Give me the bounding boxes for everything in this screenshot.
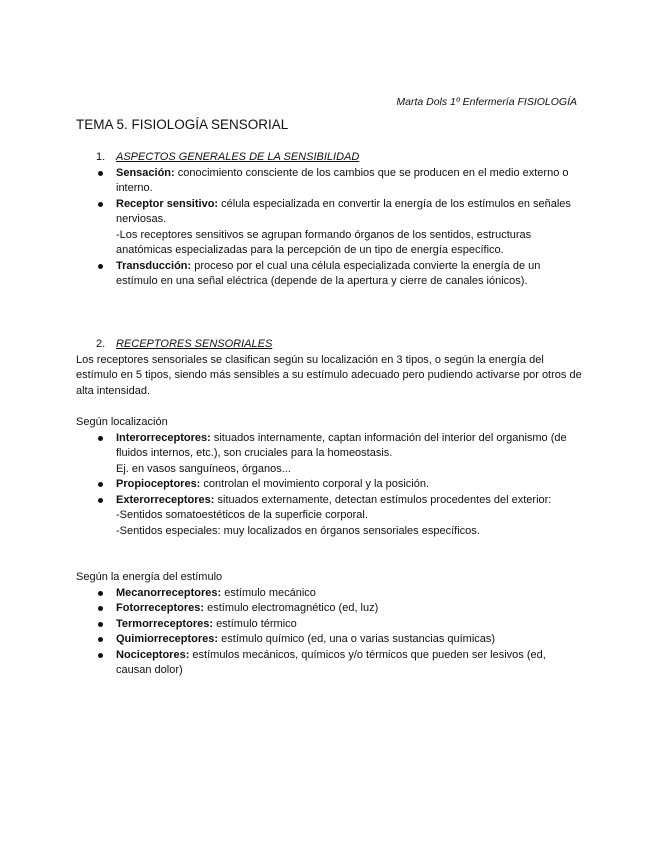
- list-item: [116, 601, 584, 617]
- definition: conocimiento consciente de los cambios que se producen en el medio externo o interno.: [116, 166, 569, 194]
- term: Quimiorreceptores:: [116, 633, 219, 645]
- definition: situados externamente, detectan estímulos procedentes del exterior:: [217, 493, 552, 506]
- term: Fotorreceptores:: [116, 602, 205, 614]
- section-heading-text: ASPECTOS GENERALES DE LA SENSIBILIDAD: [116, 151, 360, 163]
- list-item: [116, 259, 584, 290]
- section-heading: [96, 150, 584, 166]
- subsection-label: Según localización: [76, 416, 168, 428]
- section-number: 2.: [96, 338, 106, 350]
- list-item: [116, 477, 584, 493]
- definition-list: [76, 166, 584, 290]
- note: -Sentidos especiales: muy localizados en órganos sensoriales específicos.: [116, 524, 480, 537]
- classification-by-location: [76, 415, 584, 539]
- term: Propioceptores:: [116, 478, 201, 490]
- definition: controlan el movimiento corporal y la posición.: [203, 478, 430, 490]
- definition: proceso por el cual una célula especializada convierte la energía de un estímulo en una señal eléctrica (depende de la apertura y cierre de canales iónicos).: [116, 259, 541, 287]
- definition: estímulo térmico: [216, 617, 297, 630]
- section-heading-text: RECEPTORES SENSORIALES: [116, 338, 273, 350]
- term: Interorreceptores:: [116, 431, 211, 444]
- note: -Sentidos somatoestéticos de la superficie corporal.: [116, 509, 368, 521]
- definition: célula especializada en convertir la energía de los estímulos en señales nerviosas.: [116, 197, 571, 225]
- page-header: Marta Dols 1º Enfermería FISIOLOGÍA: [396, 96, 577, 108]
- receptor-list: [76, 586, 584, 679]
- definition: estímulo químico (ed, una o varias sustancias químicas): [221, 633, 496, 645]
- list-item: [116, 166, 584, 197]
- list-item: [116, 632, 584, 648]
- term: Receptor sensitivo:: [116, 197, 219, 210]
- receptor-list: [76, 431, 584, 540]
- note: -Los receptores sensitivos se agrupan formando órganos de los sentidos, estructuras anatómicas especializadas para la percepción de un tipo de energía específico.: [116, 228, 532, 256]
- list-item: [116, 493, 584, 540]
- section-heading: [96, 337, 584, 353]
- term: Transducción:: [116, 259, 192, 272]
- section-number: 1.: [96, 151, 106, 163]
- list-item: [116, 197, 584, 259]
- note: Ej. en vasos sanguíneos, órganos...: [116, 462, 291, 475]
- list-item: [116, 617, 584, 633]
- term: Sensación:: [116, 166, 175, 179]
- section-aspectos-generales: [76, 150, 584, 290]
- term: Exterorreceptores:: [116, 493, 215, 506]
- classification-by-energy: [76, 570, 584, 679]
- definition: situados internamente, captan información del interior del organismo (de fluidos internos, etc.), son cruciales para la homeostasis.: [116, 431, 567, 459]
- list-item: [116, 431, 584, 478]
- term: Nociceptores:: [116, 648, 190, 661]
- term: Mecanorreceptores:: [116, 586, 222, 599]
- list-item: [116, 586, 584, 602]
- definition: estímulo electromagnético (ed, luz): [207, 602, 379, 614]
- page-title: TEMA 5. FISIOLOGÍA SENSORIAL: [76, 117, 289, 132]
- subsection-label: Según la energía del estímulo: [76, 571, 223, 583]
- definition: estímulo mecánico: [224, 586, 316, 599]
- definition: estímulos mecánicos, químicos y/o térmicos que pueden ser lesivos (ed, causan dolor): [116, 648, 546, 676]
- section-receptores-sensoriales: [76, 337, 584, 399]
- intro-paragraph: Los receptores sensoriales se clasifican según su localización en 3 tipos, o según la energía del estímulo en 5 tipos, siendo más sensibles a su estímulo adecuado pero pudiendo activarse por otros de alta intensidad.: [76, 353, 582, 397]
- term: Termorreceptores:: [116, 617, 213, 630]
- list-item: [116, 648, 584, 679]
